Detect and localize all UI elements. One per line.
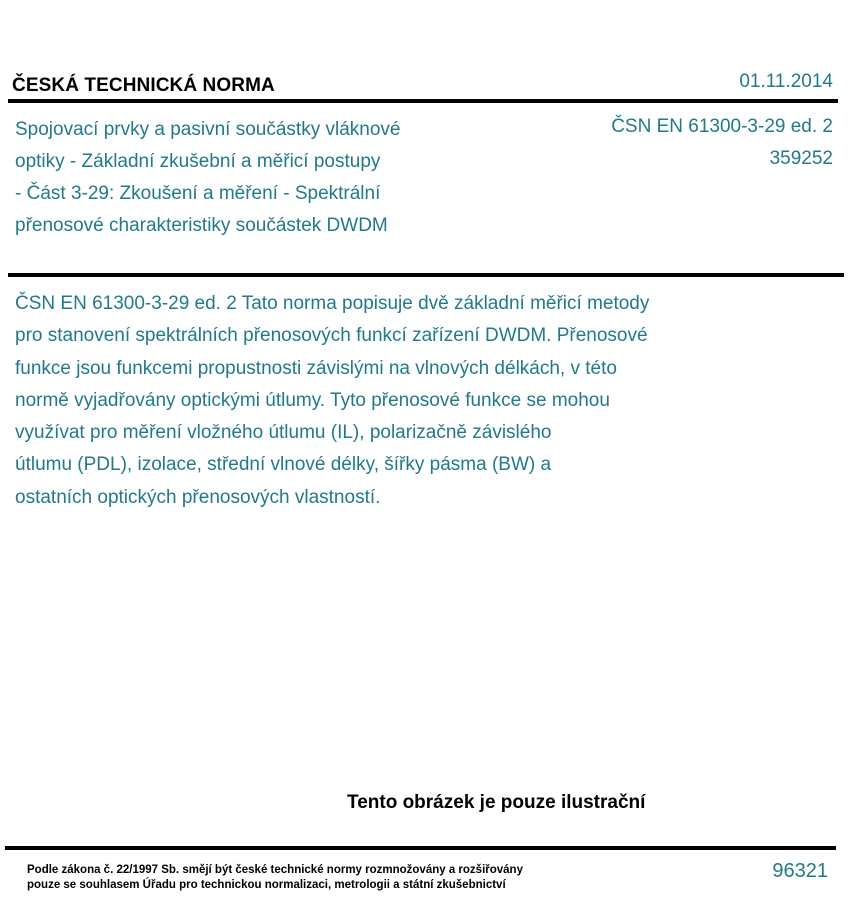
norm-code: ČSN EN 61300-3-29 ed. 2 [611,116,833,137]
abstract-line: pro stanovení spektrálních přenosových funkcí zařízení DWDM. Přenosové [15,325,648,347]
header-divider [8,99,838,103]
norm-abstract [15,288,755,514]
footer-divider [5,846,836,850]
legal-notice [27,863,523,893]
legal-notice-line: Podle zákona č. 22/1997 Sb. smějí být české technické normy rozmnožovány a rozšiřovány [27,864,523,876]
document-header-title: ČESKÁ TECHNICKÁ NORMA [12,75,275,96]
norm-title-line: optiky - Základní zkušební a měřicí postupy [15,151,381,172]
abstract-line: funkce jsou funkcemi propustnosti závislými na vlnových délkách, v této [15,357,617,379]
abstract-line: útlumu (PDL), izolace, střední vlnové délky, šířky pásma (BW) a [15,454,552,476]
norm-title-line: Spojovací prvky a pasivní součástky vláknové [15,119,401,140]
catalog-number: 96321 [772,860,828,882]
norm-title-line: - Část 3-29: Zkoušení a měření - Spektrální [15,183,381,204]
section-divider [8,273,844,277]
abstract-line: využívat pro měření vložného útlumu (IL), polarizačně závislého [15,422,552,444]
norm-title-line: přenosové charakteristiky součástek DWDM [15,215,388,236]
abstract-line: ostatních optických přenosových vlastností. [15,486,381,508]
legal-notice-line: pouze se souhlasem Úřadu pro technickou normalizaci, metrologii a státní zkušebnictví [27,879,506,891]
norm-title [15,114,475,242]
abstract-line: normě vyjadřovány optickými útlumy. Tyto přenosové funkce se mohou [15,389,610,411]
publication-date: 01.11.2014 [739,71,833,92]
norm-classification-number: 359252 [769,148,833,169]
abstract-line: ČSN EN 61300-3-29 ed. 2 Tato norma popisuje dvě základní měřicí metody [15,293,650,314]
illustration-note: Tento obrázek je pouze ilustrační [347,792,646,813]
